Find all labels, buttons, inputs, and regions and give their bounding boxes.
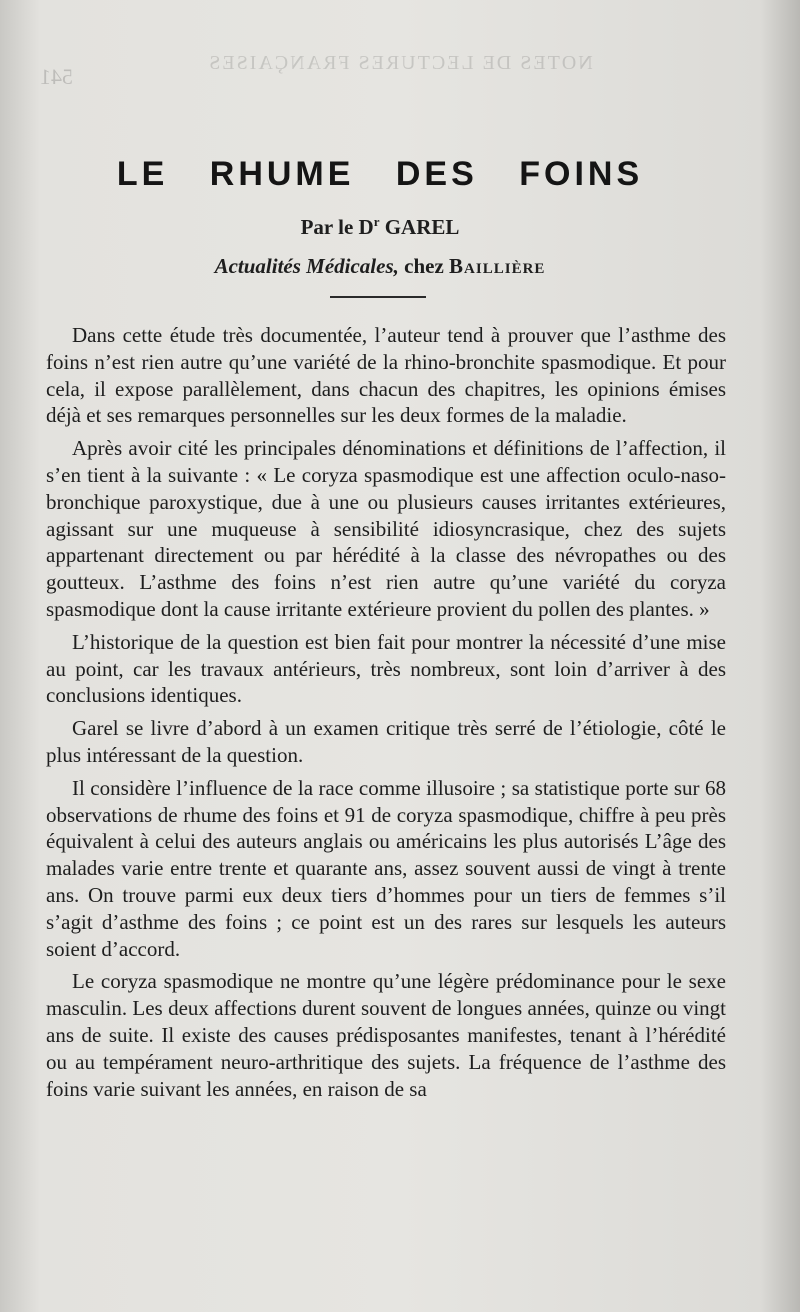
paragraph: Il considère l’influence de la race comme illusoire ; sa statistique porte sur 68 observations de rhume des foins et 91 de coryza spasmodique, chiffre à peu près équivalent à celui des auteurs anglais ou américains les plus autorisés L’âge des malades varie entre trente et quarante ans, assez souvent aussi de vingt à trente ans. On trouve parmi eux deux tiers d’hommes pour un tiers de femmes s’il s’agit d’asthme des foins ; ce point est un des rares sur lesquels les auteurs soient d’accord.	[46, 775, 726, 961]
paragraph: Dans cette étude très documentée, l’auteur tend à prouver que l’asthme des foins n’est rien autre qu’une variété de la rhino-bronchite spasmodique. Et pour cela, il expose parallèlement, dans chacun des chapitres, les opinions émises déjà et ses remarques personnelles sur les deux formes de la maladie.	[46, 323, 726, 428]
bleed-through-running-header: NOTES DE LECTURES FRANÇAISES	[207, 52, 593, 74]
article-title: LE RHUME DES FOINS	[116, 155, 644, 193]
bleed-through-page-number: 541	[40, 64, 73, 89]
title-divider	[330, 296, 426, 298]
article-author	[0, 214, 760, 240]
paragraph: Le coryza spasmodique ne montre qu’une légère prédominance pour le sexe masculin. Les deux affections durent souvent de longues années, quinze ou vingt ans de suite. Il existe des causes prédisposantes manifestes, tenant à l’hérédité ou au tempérament neuro-arthritique des sujets. La fréquence de l’asthme des foins varie suivant les années, en raison de sa	[46, 969, 726, 1101]
source-publisher: Baillière	[449, 254, 546, 278]
source-publication: Actualités Médicales,	[214, 254, 399, 278]
author-title-sup: r	[373, 214, 380, 229]
paragraph: Garel se livre d’abord à un examen critique très serré de l’étiologie, côté le plus intéressant de la question.	[46, 716, 726, 767]
source-connector: chez	[404, 254, 444, 278]
paragraph: L’historique de la question est bien fait pour montrer la nécessité d’une mise au point, car les travaux antérieurs, très nombreux, sont loin d’arriver à des conclusions identiques.	[46, 629, 726, 708]
paragraph: Après avoir cité les principales dénominations et définitions de l’affection, il s’en tient à la suivante : « Le coryza spasmodique est une affection oculo-naso-bronchique paroxystique, due à une ou plusieurs causes irritantes extérieures, agissant sur une muqueuse à sensibilité idiosyncrasique, chez des sujets appartenant directement ou par hérédité à la classe des névropathes ou des goutteux. L’asthme des foins n’est rien autre qu’une variété du coryza spasmodique dont la cause irritante extérieure provient du pollen des plantes. »	[46, 436, 726, 621]
article-body	[46, 322, 726, 1108]
author-name: GAREL	[384, 215, 460, 239]
article-source	[0, 254, 760, 279]
author-prefix: Par le D	[300, 215, 374, 239]
